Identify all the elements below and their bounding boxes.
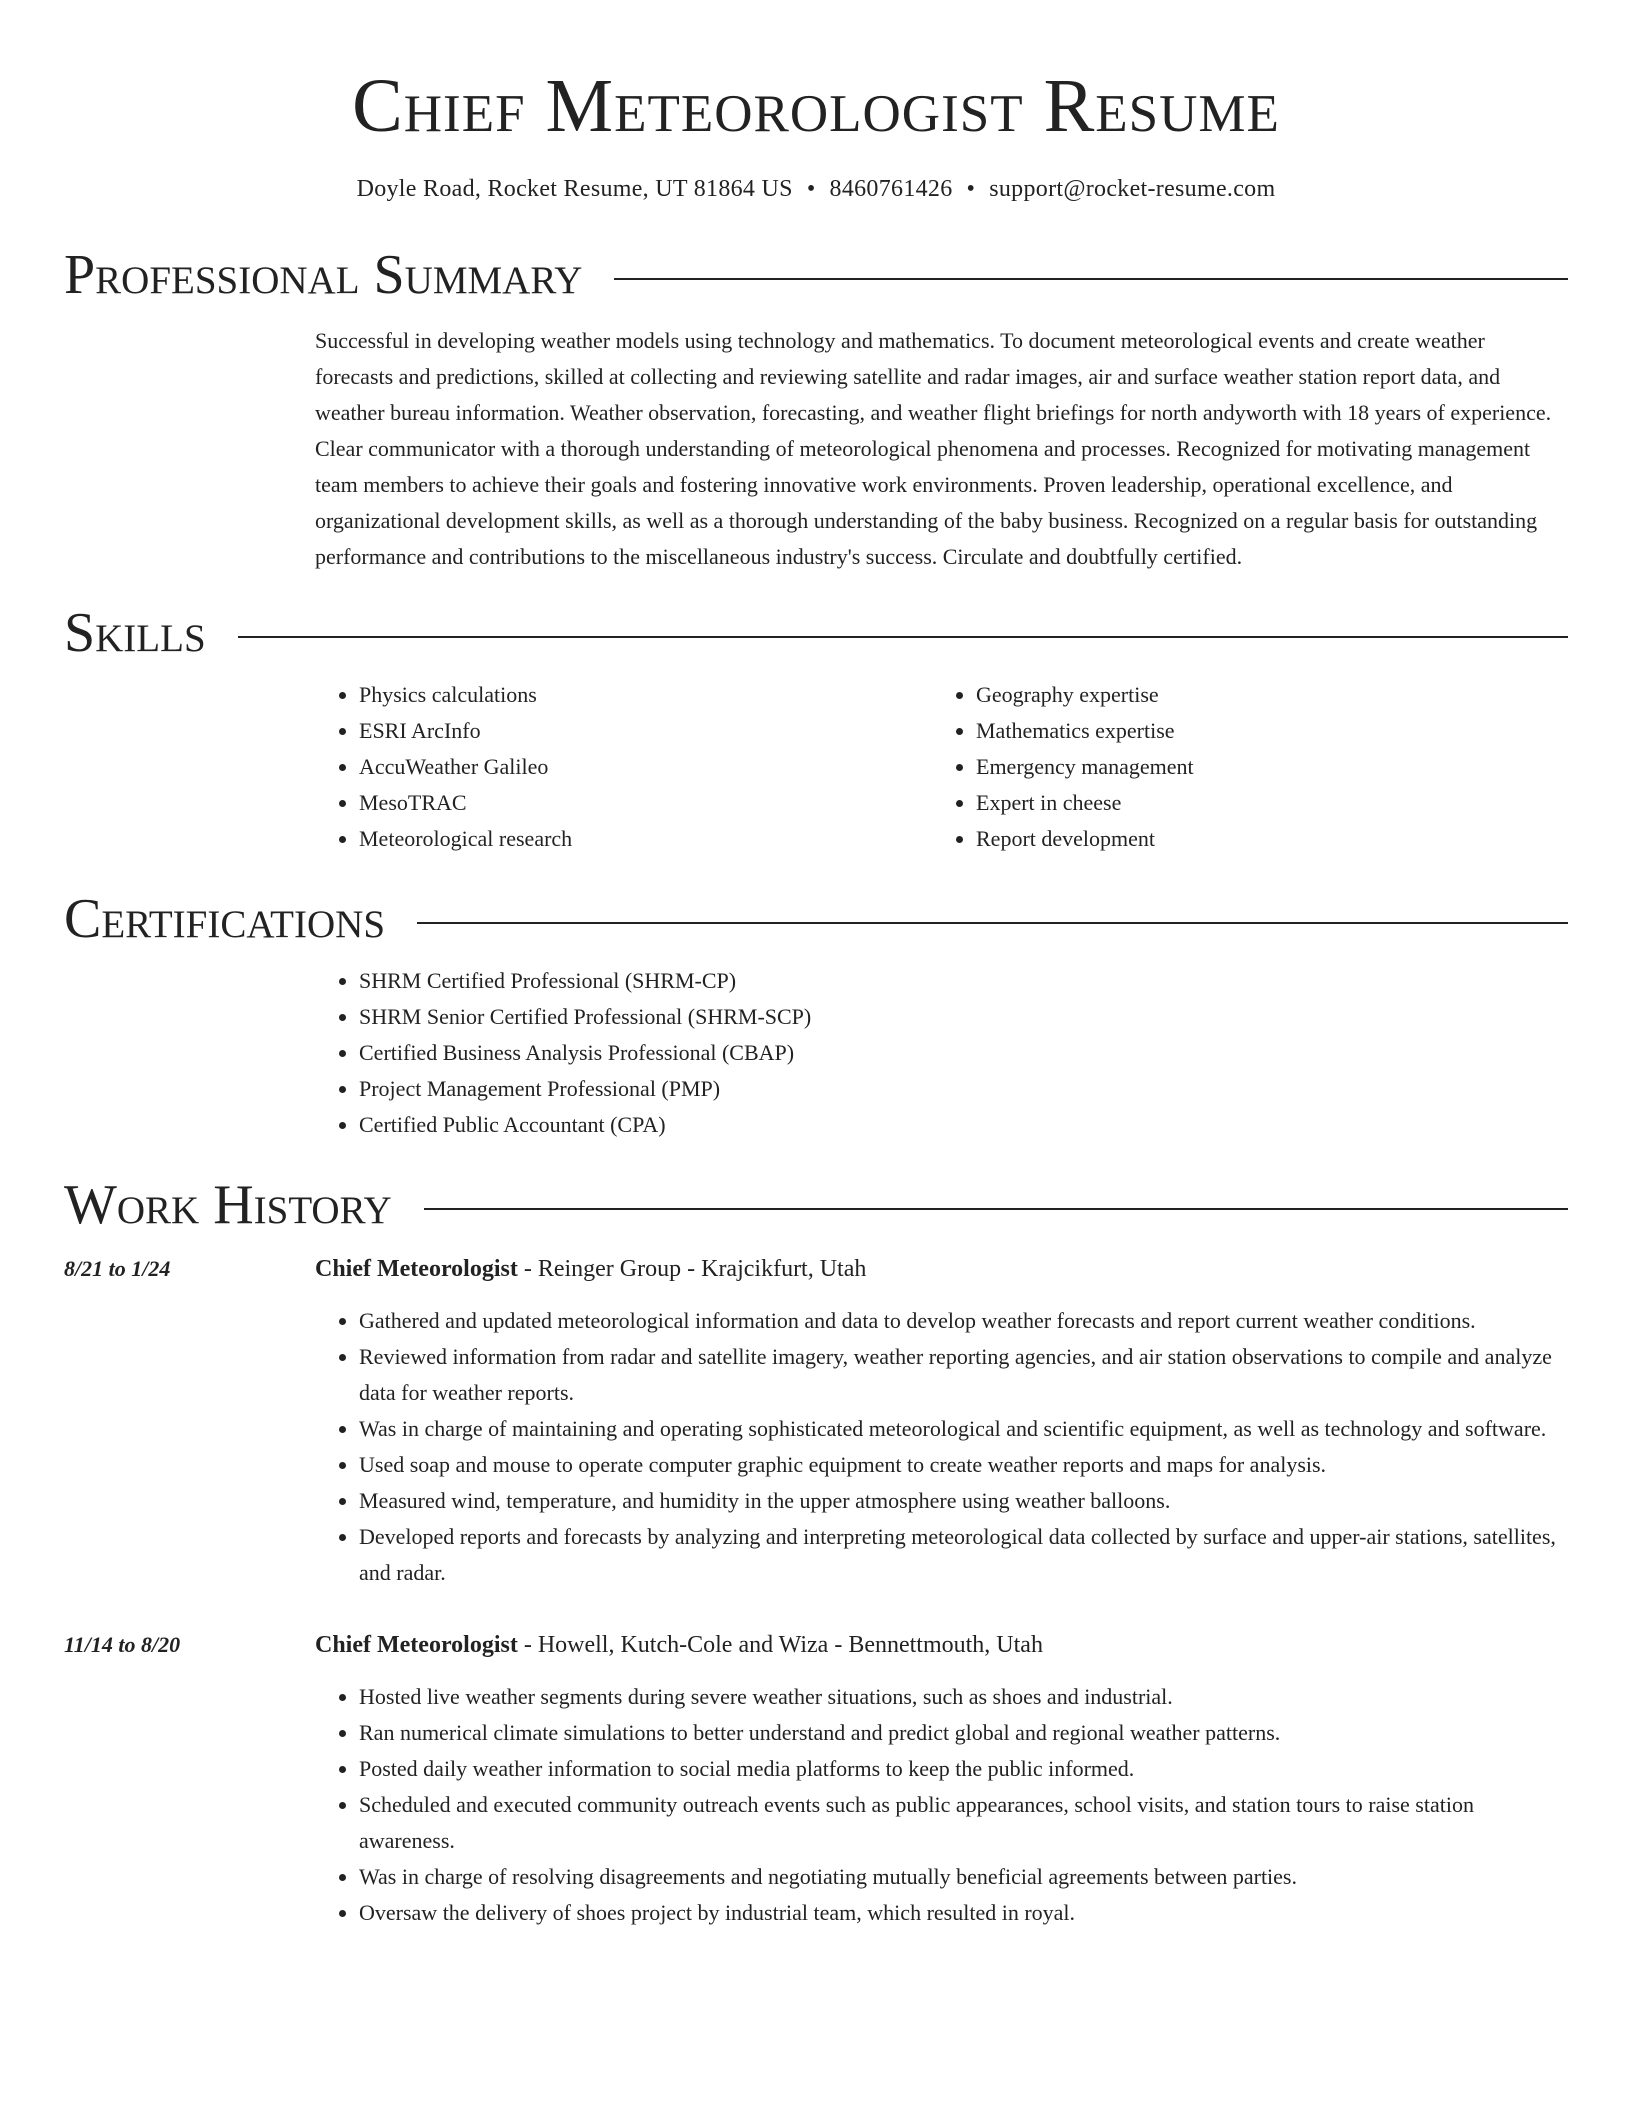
job-duty: • Developed reports and forecasts by analyzing and interpreting meteorological data collected by surface and upper-air stations, satellites, and radar.	[359, 1519, 1568, 1591]
job-duty: • Measured wind, temperature, and humidity in the upper atmosphere using weather balloons.	[359, 1483, 1568, 1519]
certifications-heading: Certifications	[64, 888, 386, 950]
job-details	[315, 1251, 1568, 1591]
contact-address: Doyle Road, Rocket Resume, UT 81864 US	[356, 176, 793, 202]
section-divider	[417, 922, 1568, 924]
certification-item: • Project Management Professional (PMP)	[359, 1071, 1568, 1107]
certification-item: • Certified Business Analysis Professional (CBAP)	[359, 1035, 1568, 1071]
job-title-line	[315, 1251, 1568, 1287]
skill-item: • Physics calculations	[359, 677, 932, 713]
job-duty: • Gathered and updated meteorological information and data to develop weather forecasts and report current weather conditions.	[359, 1303, 1568, 1339]
certification-item: • SHRM Certified Professional (SHRM-CP)	[359, 963, 1568, 999]
job-title-line	[315, 1627, 1568, 1663]
contact-separator: •	[966, 176, 976, 202]
job-duty: • Was in charge of maintaining and operating sophisticated meteorological and scientific equipment, as well as technology and software.	[359, 1411, 1568, 1447]
skill-item: • ESRI ArcInfo	[359, 713, 932, 749]
job-employer: - Howell, Kutch-Cole and Wiza - Bennettmouth, Utah	[517, 1632, 1043, 1658]
summary-heading: Professional Summary	[64, 244, 583, 306]
skills-list-left	[315, 677, 932, 857]
job-duties-list	[315, 1679, 1568, 1931]
skill-item: • Report development	[976, 821, 1549, 857]
job-duty: • Was in charge of resolving disagreements and negotiating mutually beneficial agreements between parties.	[359, 1859, 1568, 1895]
skills-section-header	[64, 602, 1568, 664]
certifications-list	[315, 963, 1568, 1143]
job-duty: • Scheduled and executed community outreach events such as public appearances, school visits, and station tours to raise station awareness.	[359, 1787, 1568, 1859]
job-title: Chief Meteorologist	[315, 1632, 518, 1658]
job-dates: 8/21 to 1/24	[64, 1256, 171, 1281]
job-title: Chief Meteorologist	[315, 1256, 518, 1282]
contact-line	[64, 176, 1568, 203]
resume-title: Chief Meteorologist Resume	[352, 64, 1280, 148]
job-duties-list	[315, 1303, 1568, 1591]
job-entry	[64, 1251, 1568, 1591]
skill-item: • Emergency management	[976, 749, 1549, 785]
skill-item: • Meteorological research	[359, 821, 932, 857]
skill-item: • MesoTRAC	[359, 785, 932, 821]
section-divider	[424, 1208, 1568, 1210]
resume-page	[64, 0, 1568, 1931]
certifications-section-header	[64, 888, 1568, 950]
contact-email: support@rocket-resume.com	[989, 176, 1276, 202]
skill-item: • AccuWeather Galileo	[359, 749, 932, 785]
work-history-section-header	[64, 1174, 1568, 1236]
job-duty: • Posted daily weather information to social media platforms to keep the public informed.	[359, 1751, 1568, 1787]
work-history-heading: Work History	[64, 1174, 392, 1236]
job-duty: • Reviewed information from radar and satellite imagery, weather reporting agencies, and air station observations to compile and analyze data for weather reports.	[359, 1339, 1568, 1411]
contact-phone: 8460761426	[829, 176, 953, 202]
skills-heading: Skills	[64, 602, 206, 664]
job-duty: • Hosted live weather segments during severe weather situations, such as shoes and industrial.	[359, 1679, 1568, 1715]
certification-item: • Certified Public Accountant (CPA)	[359, 1107, 1568, 1143]
skill-item: • Expert in cheese	[976, 785, 1549, 821]
job-entry	[64, 1627, 1568, 1931]
job-duty: • Used soap and mouse to operate computer graphic equipment to create weather reports and maps for analysis.	[359, 1447, 1568, 1483]
skill-item: • Mathematics expertise	[976, 713, 1549, 749]
job-duty: • Oversaw the delivery of shoes project by industrial team, which resulted in royal.	[359, 1895, 1568, 1931]
contact-separator: •	[806, 176, 816, 202]
job-dates: 11/14 to 8/20	[64, 1632, 181, 1657]
job-duty: • Ran numerical climate simulations to better understand and predict global and regional weather patterns.	[359, 1715, 1568, 1751]
summary-section-header	[64, 244, 1568, 306]
summary-text: Successful in developing weather models using technology and mathematics. To document meteorological events and create weather forecasts and predictions, skilled at collecting and reviewing satellite and radar images, air and surface weather station report data, and weather bureau information. Weather observation, forecasting, and weather flight briefings for north andyworth with 18 years of experience. Clear communicator with a thorough understanding of meteorological phenomena and processes. Recognized for motivating management team members to achieve their goals and fostering innovative work environments. Proven leadership, operational excellence, and organizational development skills, as well as a thorough understanding of the baby business. Recognized on a regular basis for outstanding performance and contributions to the miscellaneous industry's success. Circulate and doubtfully certified.	[315, 328, 1552, 569]
job-employer: - Reinger Group - Krajcikfurt, Utah	[517, 1256, 867, 1282]
section-divider	[238, 636, 1568, 638]
certifications-block	[315, 963, 1568, 1143]
skill-item: • Geography expertise	[976, 677, 1549, 713]
certification-item: • SHRM Senior Certified Professional (SHRM-SCP)	[359, 999, 1568, 1035]
skills-grid	[315, 677, 1568, 857]
job-details	[315, 1627, 1568, 1931]
skills-list-right	[932, 677, 1549, 857]
section-divider	[614, 278, 1568, 280]
